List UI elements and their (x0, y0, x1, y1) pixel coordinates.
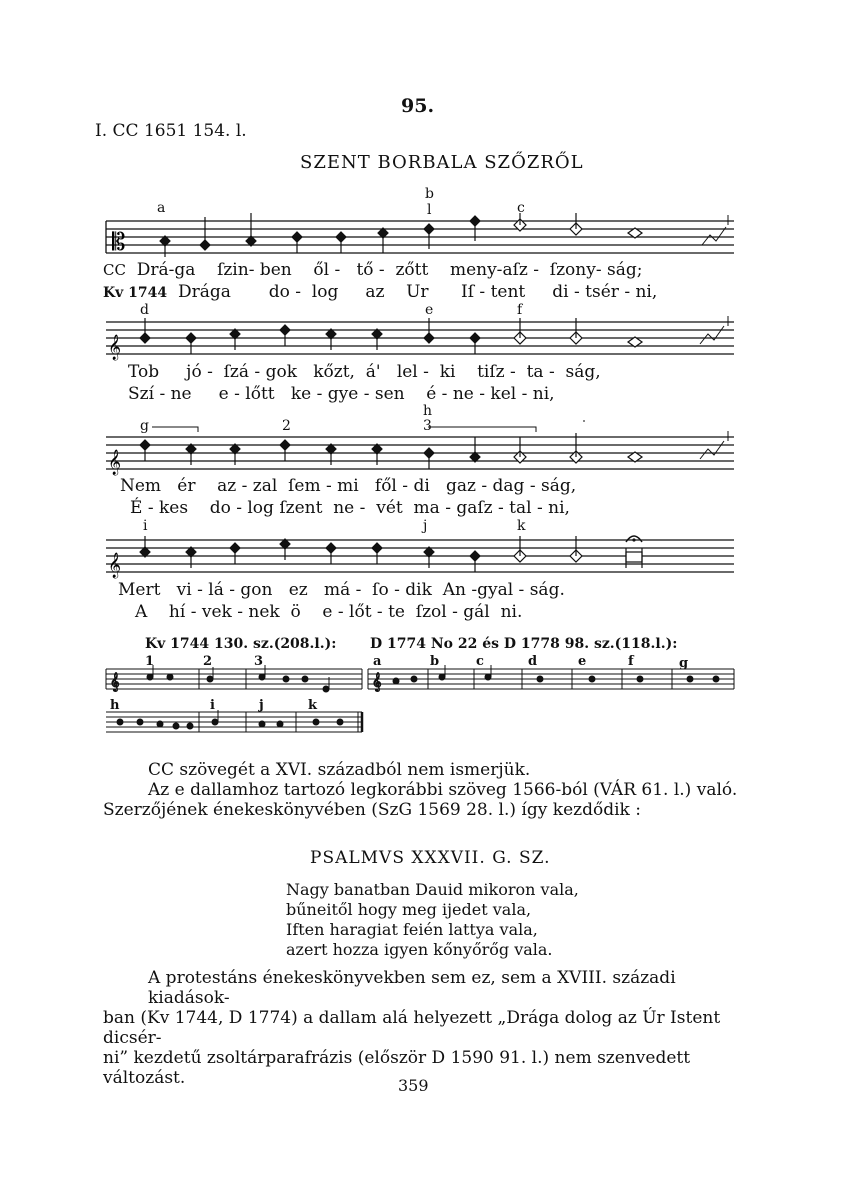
variant-label: j (423, 518, 428, 534)
variant-label: c (476, 654, 484, 669)
variant-label: f (517, 302, 523, 318)
note (117, 719, 123, 725)
note (137, 719, 143, 725)
note (713, 676, 719, 682)
closing-line: ban (Kv 1744, D 1774) a dallam alá helyezett „Drága dolog az Úr Istent dicsér- (103, 1008, 721, 1048)
lyric-line: Mert vi - lá - gon ez má - ſo - dik An -gyal - ság. (118, 580, 565, 600)
note (393, 678, 399, 684)
lyric-line: Nem ér az - zal ſem - mi fől - di gaz - dag - ság, (120, 476, 577, 496)
note (302, 676, 308, 682)
closing-paragraph (103, 968, 743, 1088)
note (470, 437, 480, 462)
note (326, 543, 336, 564)
variant-label: k (517, 518, 526, 534)
note (514, 213, 526, 231)
variant-label: f (628, 654, 634, 669)
note (173, 723, 179, 729)
paragraph-1: CC szövegét a XVI. századból nem ismerjük. (148, 760, 531, 780)
music-staff (0, 310, 854, 370)
note (537, 676, 543, 682)
note (514, 437, 526, 463)
variant-label: d (140, 302, 149, 318)
note (589, 676, 595, 682)
lyric-line: Kv 1744 Drága do - log az Ur Iſ - tent di - tsér - ni, (103, 282, 658, 302)
variant-label: k (308, 698, 318, 713)
variant-label: e (578, 654, 587, 669)
variant-label: 1 (145, 654, 155, 669)
poem (286, 880, 579, 960)
variant-label: d (528, 654, 538, 669)
note (160, 236, 170, 257)
kv-variant-heading: Kv 1744 130. sz.(208.l.): (145, 636, 337, 652)
note (470, 333, 480, 354)
variant-label: b (430, 654, 440, 669)
variant-label: j (259, 698, 264, 713)
poem-line: Nagy banatban Dauid mikoron vala, (286, 880, 579, 899)
variant-label: 2 (203, 654, 213, 669)
note (372, 329, 382, 350)
variant-label: h (423, 403, 433, 419)
note (157, 721, 163, 727)
note (259, 721, 265, 727)
note (570, 213, 582, 235)
note (212, 719, 218, 725)
variant-label: l (427, 202, 432, 218)
page-number: 359 (398, 1076, 429, 1095)
note (326, 444, 336, 465)
note (372, 444, 382, 465)
note (470, 551, 480, 572)
note (424, 547, 434, 568)
note (186, 333, 196, 354)
note (424, 448, 434, 469)
variant-label: a (157, 200, 166, 216)
note (140, 536, 150, 557)
paragraph-3: Szerzőjének énekeskönyvében (SzG 1569 28. l.) így kezdődik : (103, 800, 641, 820)
note (326, 329, 336, 350)
svg-text:𝄞: 𝄞 (372, 672, 382, 691)
variant-label: e (425, 302, 434, 318)
variant-label: 3 (254, 654, 264, 669)
note (280, 325, 290, 346)
svg-text:𝄞: 𝄞 (110, 672, 120, 691)
d-variant-heading: D 1774 No 22 és D 1778 98. sz.(118.l.): (370, 636, 678, 652)
note (485, 674, 491, 680)
variant-staff-row-2 (0, 708, 854, 748)
variant-label: g (140, 418, 149, 434)
note (230, 444, 240, 465)
poem-line: Iften haragiat feién lattya vala, (286, 920, 538, 939)
psalm-title: PSALMVS XXXVII. G. SZ. (310, 848, 551, 868)
note (292, 232, 302, 253)
hymn-title: SZENT BORBALA SZŐZRŐL (300, 152, 584, 173)
note (323, 686, 329, 692)
note (207, 676, 213, 682)
poem-line: azert hozza igyen kőnyőrőg vala. (286, 940, 553, 959)
lyric-line: A hí - vek - nek ö e - lőt - te ſzol - gál ni. (135, 602, 523, 622)
variant-label: 2 (282, 418, 291, 434)
note (336, 232, 346, 253)
paragraph-2: Az e dallamhoz tartozó legkorábbi szöveg 1566-ból (VÁR 61. l.) való. (148, 780, 738, 800)
note (140, 440, 150, 461)
variant-label: i (210, 698, 215, 713)
note (186, 547, 196, 568)
note (687, 676, 693, 682)
variant-label: i (143, 518, 148, 534)
note (280, 440, 290, 461)
variant-label: 3 (423, 418, 432, 434)
lyric-line: É - kes do - log ſzent ne - vét ma - gaſz - tal - ni, (130, 498, 570, 518)
note (626, 548, 642, 568)
note (313, 719, 319, 725)
lyric-line: CC Drá-ga ſzin- ben ől - tő - zőtt meny-aſz - ſzony- ság; (103, 260, 643, 280)
c-clef-icon: 𝄡 (112, 228, 126, 256)
variant-label: g (679, 656, 689, 671)
variant-label: c (517, 200, 525, 216)
lyric-line: Szí - ne e - lőtt ke - gye - sen é - ne - kel - ni, (128, 384, 555, 404)
g-clef-icon: 𝄞 (108, 450, 122, 475)
note (167, 674, 173, 680)
note (200, 217, 210, 250)
c-clef-icon: 𝄞 (108, 335, 122, 360)
variant-label: b (425, 186, 434, 202)
note (259, 674, 265, 680)
note (337, 719, 343, 725)
variant-label: a (373, 654, 382, 669)
g-clef-icon: 𝄞 (108, 553, 122, 578)
note (187, 723, 193, 729)
note (147, 674, 153, 680)
note (230, 329, 240, 350)
hymn-number: 95. (401, 95, 435, 117)
note (186, 444, 196, 465)
note (378, 228, 388, 253)
note (277, 721, 283, 727)
note (439, 674, 445, 680)
note (637, 676, 643, 682)
variant-label: h (110, 698, 120, 713)
closing-line: ni” kezdetű zsoltárparafrázis (először D 1590 91. l.) nem szenvedett változást. (103, 1048, 691, 1088)
music-staff (0, 528, 854, 588)
poem-line: bűneitől hogy meg ijedet vala, (286, 900, 532, 919)
note (283, 676, 289, 682)
source-reference: I. CC 1651 154. l. (95, 121, 247, 141)
note (411, 676, 417, 682)
lyric-line: Tob jó - ſzá - gok kőzt, á' lel - ki tiſz - ta - ság, (128, 362, 601, 382)
closing-line: A protestáns énekeskönyvekben sem ez, sem a XVIII. századi kiadások- (148, 968, 676, 1008)
note (230, 543, 240, 564)
note (372, 543, 382, 564)
note (280, 539, 290, 560)
variant-staff-row-1 (0, 665, 854, 705)
